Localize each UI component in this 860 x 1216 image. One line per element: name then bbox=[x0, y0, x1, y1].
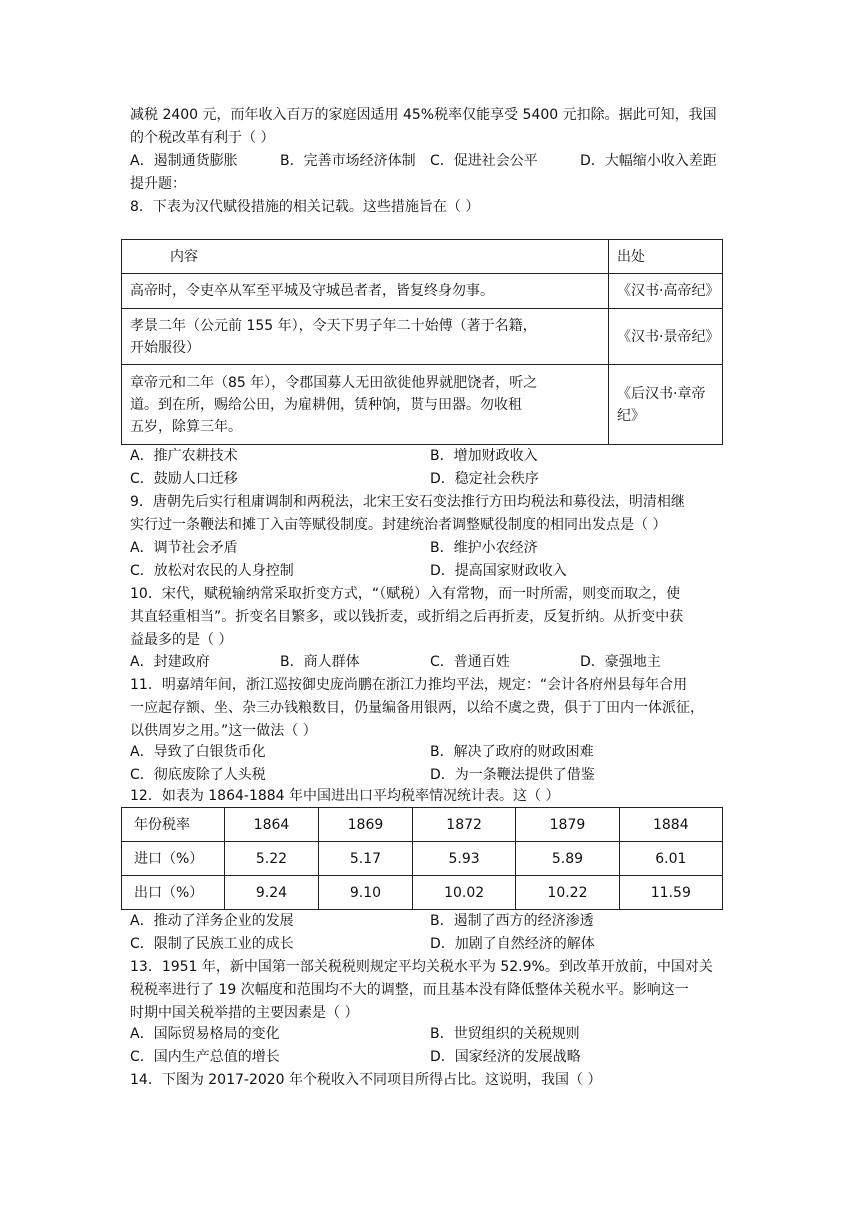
intro-option-a[interactable]: A．遏制通货膨胀 bbox=[130, 153, 238, 169]
table-row bbox=[122, 876, 723, 910]
q8-stem: 8．下表为汉代赋役措施的相关记载。这些措施旨在（ ） bbox=[130, 199, 480, 215]
q11-line-1: 11．明嘉靖年间，浙江巡按御史庞尚鹏在浙江力推均平法，规定：“会计各府州县每年合用 bbox=[130, 677, 688, 693]
q8-row-2-content bbox=[122, 309, 609, 365]
table-row bbox=[122, 842, 723, 876]
q13-line-3: 时期中国关税举措的主要因素是（ ） bbox=[130, 1005, 359, 1021]
q12-export-label: 出口（%） bbox=[122, 876, 225, 910]
q8-option-b[interactable]: B．增加财政收入 bbox=[430, 448, 538, 464]
q12-table-header-row bbox=[122, 808, 723, 842]
q8-table-header-row bbox=[122, 240, 723, 274]
q9-option-a[interactable]: A．调节社会矛盾 bbox=[130, 540, 238, 556]
q13-line-2: 税税率进行了 19 次幅度和范围均不大的调整，而且基本没有降低整体关税水平。影响这一 bbox=[130, 982, 689, 998]
q8-row-1-content bbox=[122, 274, 609, 309]
q10-line-3: 益最多的是（ ） bbox=[130, 632, 233, 648]
q12-option-a[interactable]: A．推动了洋务企业的发展 bbox=[130, 913, 294, 929]
q9-option-d[interactable]: D．提高国家财政收入 bbox=[430, 563, 567, 579]
q11-line-2: 一应起存额、坐、杂三办钱粮数目，仍量编备用银两，以给不虞之费，俱于丁田内一体派征， bbox=[130, 700, 704, 716]
q12-import-1879: 5.89 bbox=[516, 842, 619, 876]
q12-header-1872: 1872 bbox=[412, 808, 515, 842]
intro-option-c[interactable]: C．促进社会公平 bbox=[430, 153, 538, 169]
q10-option-d[interactable]: D．豪强地主 bbox=[580, 654, 661, 670]
q12-header-1884: 1884 bbox=[619, 808, 722, 842]
q13-option-a[interactable]: A．国际贸易格局的变化 bbox=[130, 1026, 280, 1042]
q12-import-1872: 5.93 bbox=[412, 842, 515, 876]
intro-line-2: 的个税改革有利于（ ） bbox=[130, 130, 275, 146]
q8-row-1-line-1: 高帝时，令吏卒从军至平城及守城邑者者，皆复终身勿事。 bbox=[130, 283, 494, 299]
q12-export-1869: 9.10 bbox=[318, 876, 412, 910]
q8-row-2-source: 《汉书·景帝纪》 bbox=[609, 309, 723, 365]
q8-row-3-line-3: 五岁，除算三年。 bbox=[130, 418, 242, 435]
table-row bbox=[122, 365, 723, 445]
q12-import-1884: 6.01 bbox=[619, 842, 722, 876]
q12-option-b[interactable]: B．遏制了西方的经济渗透 bbox=[430, 913, 594, 929]
q12-option-c[interactable]: C．限制了民族工业的成长 bbox=[130, 936, 294, 952]
q9-option-b[interactable]: B．维护小农经济 bbox=[430, 540, 538, 556]
q11-option-b[interactable]: B．解决了政府的财政困难 bbox=[430, 744, 594, 760]
q8-header-content: 内容 bbox=[122, 240, 609, 274]
q8-row-1-source: 《汉书·高帝纪》 bbox=[609, 274, 723, 309]
q11-line-3: 以供周岁之用。”这一做法（ ） bbox=[130, 723, 317, 739]
q8-row-3-source: 《后汉书·章帝纪》 bbox=[609, 365, 723, 445]
table-row bbox=[122, 309, 723, 365]
q12-stem: 12．如表为 1864-1884 年中国进出口平均税率情况统计表。这（ ） bbox=[130, 788, 560, 804]
q12-import-1869: 5.17 bbox=[318, 842, 412, 876]
q13-line-1: 13．1951 年，新中国第一部关税税则规定平均关税水平为 52.9%。到改革开放前，中国对关 bbox=[130, 959, 713, 975]
q12-table bbox=[121, 807, 723, 910]
q8-header-source: 出处 bbox=[609, 240, 723, 274]
q13-option-b[interactable]: B．世贸组织的关税规则 bbox=[430, 1026, 580, 1042]
q9-option-c[interactable]: C．放松对农民的人身控制 bbox=[130, 563, 294, 579]
q8-row-3-content bbox=[122, 365, 609, 445]
q8-row-2-line-2: 开始服役） bbox=[130, 339, 200, 356]
q8-option-c[interactable]: C．鼓励人口迁移 bbox=[130, 471, 238, 487]
q12-header-1879: 1879 bbox=[516, 808, 619, 842]
q12-import-1864: 5.22 bbox=[225, 842, 319, 876]
q10-line-1: 10．宋代，赋税输纳常采取折变方式，“（赋税）入有常物，而一时所需，则变而取之，使 bbox=[130, 586, 681, 602]
q8-row-3-line-2: 道。到在所，赐给公田，为雇耕佣，赁种饷，贳与田器。勿收租 bbox=[130, 396, 522, 413]
intro-line-1: 减税 2400 元，而年收入百万的家庭因适用 45%税率仅能享受 5400 元扣除。据此可知，我国 bbox=[130, 107, 717, 123]
q8-option-a[interactable]: A．推广农耕技术 bbox=[130, 448, 238, 464]
q12-export-1864: 9.24 bbox=[225, 876, 319, 910]
q8-row-2-line-1: 孝景二年（公元前 155 年），令天下男子年二十始傅（著于名籍， bbox=[130, 317, 537, 334]
q10-line-2: 其直轻重相当”。折变名目繁多，或以钱折麦，或折绢之后再折麦，反复折纳。从折变中获 bbox=[130, 609, 684, 625]
q8-table bbox=[121, 239, 723, 445]
q12-header-1869: 1869 bbox=[318, 808, 412, 842]
q12-export-1879: 10.22 bbox=[516, 876, 619, 910]
q8-option-d[interactable]: D．稳定社会秩序 bbox=[430, 471, 539, 487]
q11-option-d[interactable]: D．为一条鞭法提供了借鉴 bbox=[430, 767, 595, 783]
q12-header-1864: 1864 bbox=[225, 808, 319, 842]
q12-export-1884: 11.59 bbox=[619, 876, 722, 910]
q14-stem: 14．下图为 2017-2020 年个税收入不同项目所得占比。这说明，我国（ ） bbox=[130, 1072, 602, 1088]
table-row bbox=[122, 274, 723, 309]
q10-option-b[interactable]: B．商人群体 bbox=[280, 654, 360, 670]
intro-option-b[interactable]: B．完善市场经济体制 bbox=[280, 153, 416, 169]
section-heading: 提升题： bbox=[130, 176, 186, 192]
q12-option-d[interactable]: D．加剧了自然经济的解体 bbox=[430, 936, 595, 952]
q9-line-2: 实行过一条鞭法和摊丁入亩等赋役制度。封建统治者调整赋役制度的相同出发点是（ ） bbox=[130, 517, 667, 533]
q12-export-1872: 10.02 bbox=[412, 876, 515, 910]
q9-line-1: 9．唐朝先后实行租庸调制和两税法，北宋王安石变法推行方田均税法和募役法，明清相继 bbox=[130, 494, 685, 510]
q11-option-a[interactable]: A．导致了白银货币化 bbox=[130, 744, 266, 760]
q13-option-d[interactable]: D．国家经济的发展战略 bbox=[430, 1049, 581, 1065]
intro-option-d[interactable]: D．大幅缩小收入差距 bbox=[580, 153, 717, 169]
q12-import-label: 进口（%） bbox=[122, 842, 225, 876]
q8-row-3-line-1: 章帝元和二年（85 年），令郡国募人无田欲徙他界就肥饶者，听之 bbox=[130, 374, 538, 391]
q11-option-c[interactable]: C．彻底废除了人头税 bbox=[130, 767, 266, 783]
q10-option-a[interactable]: A．封建政府 bbox=[130, 654, 210, 670]
q13-option-c[interactable]: C．国内生产总值的增长 bbox=[130, 1049, 280, 1065]
q10-option-c[interactable]: C．普通百姓 bbox=[430, 654, 510, 670]
q12-header-label: 年份税率 bbox=[122, 808, 225, 842]
